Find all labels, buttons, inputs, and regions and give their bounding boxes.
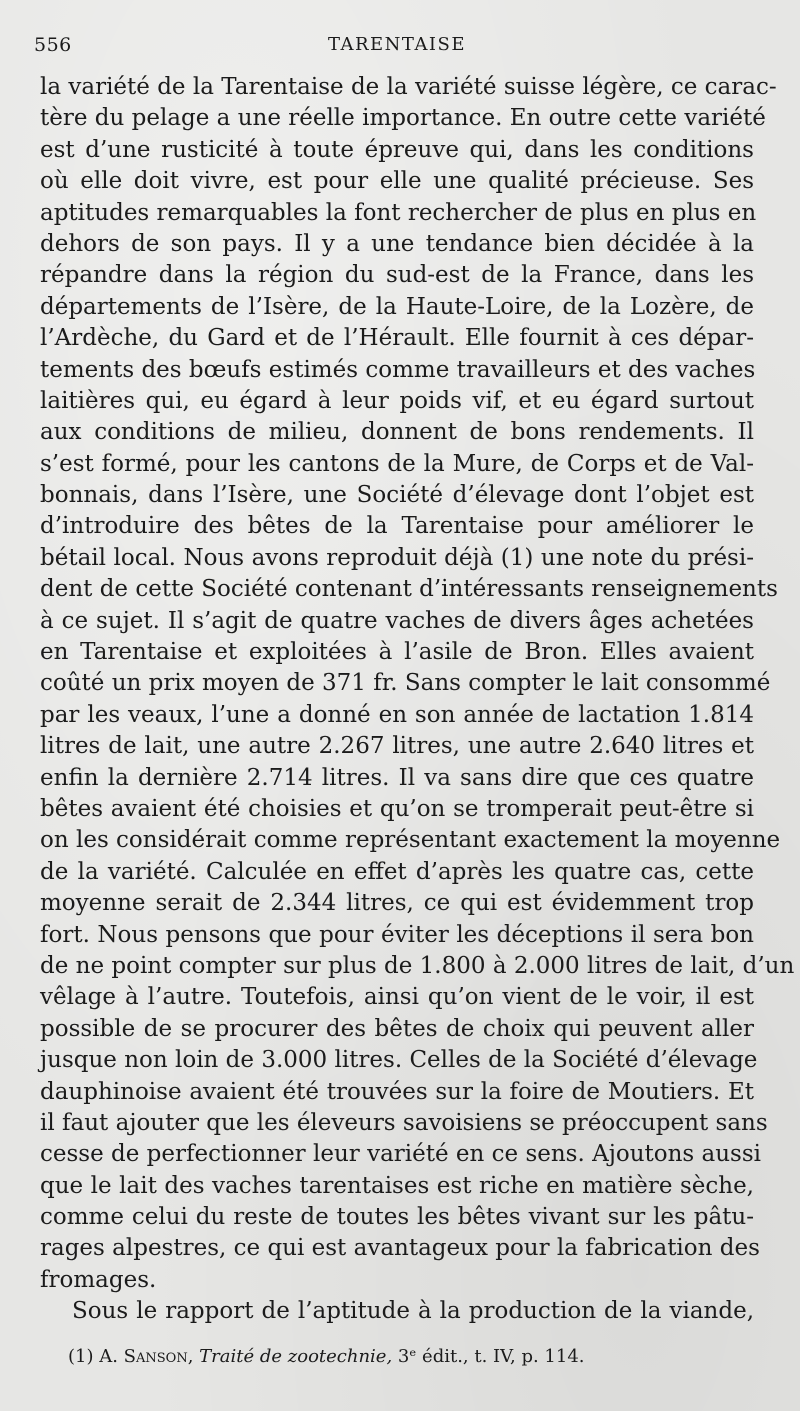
- text-line: la variété de la Tarentaise de la variété suisse légère, ce carac-: [40, 74, 777, 100]
- text-line: possible de se procurer des bêtes de choix qui peuvent aller: [40, 1015, 754, 1042]
- footnote-marker: (1): [68, 1346, 100, 1367]
- text-line: par les veaux, l’une a donné en son année de lactation 1.814: [40, 701, 754, 728]
- body-text: [40, 72, 795, 1328]
- text-line: cesse de perfectionner leur variété en ce sens. Ajoutons aussi: [40, 1141, 762, 1168]
- text-line: à ce sujet. Il s’agit de quatre vaches de divers âges achetées: [40, 607, 754, 634]
- text-line: s’est formé, pour les cantons de la Mure, de Corps et de Val-: [40, 450, 754, 477]
- footnote: [68, 1346, 585, 1367]
- text-line: de ne point compter sur plus de 1.800 à 2.000 litres de lait, d’un: [40, 952, 795, 979]
- text-line: on les considérait comme représentant exactement la moyenne: [40, 827, 781, 854]
- text-line-paragraph-end: fromages.: [40, 1266, 157, 1293]
- text-line: moyenne serait de 2.344 litres, ce qui est évidemment trop: [40, 890, 754, 917]
- text-line: répandre dans la région du sud-est de la France, dans les: [40, 262, 754, 289]
- text-line: jusque non loin de 3.000 litres. Celles de la Société d’élevage: [40, 1047, 758, 1074]
- text-line: bétail local. Nous avons reproduit déjà (1) une note du prési-: [40, 544, 754, 571]
- text-line: en Tarentaise et exploitées à l’asile de Bron. Elles avaient: [40, 639, 754, 666]
- text-line: bonnais, dans l’Isère, une Société d’élevage dont l’objet est: [40, 482, 754, 509]
- text-line: fort. Nous pensons que pour éviter les déceptions il sera bon: [40, 921, 754, 948]
- footnote-author: A. Sanson,: [99, 1346, 200, 1367]
- text-line: litres de lait, une autre 2.267 litres, une autre 2.640 litres et: [40, 733, 754, 760]
- text-line: tements des bœufs estimés comme travailleurs et des vaches: [40, 356, 756, 383]
- text-line: l’Ardèche, du Gard et de l’Hérault. Elle fournit à ces dépar-: [40, 325, 754, 352]
- text-line: où elle doit vivre, est pour elle une qualité précieuse. Ses: [40, 168, 754, 195]
- text-line: aux conditions de milieu, donnent de bons rendements. Il: [40, 419, 754, 446]
- page-header: [34, 34, 760, 60]
- text-line: rages alpestres, ce qui est avantageux pour la fabrication des: [40, 1235, 760, 1262]
- footnote-reference: 3ᵉ édit., t. IV, p. 114.: [397, 1346, 585, 1367]
- text-line: dehors de son pays. Il y a une tendance bien décidée à la: [40, 230, 754, 257]
- text-line: il faut ajouter que les éleveurs savoisiens se préoccupent sans: [40, 1109, 768, 1136]
- text-line: est d’une rusticité à toute épreuve qui, dans les conditions: [40, 136, 754, 163]
- text-line: enfin la dernière 2.714 litres. Il va sans dire que ces quatre: [40, 764, 754, 791]
- running-title: TARENTAISE: [327, 34, 467, 55]
- text-line: bêtes avaient été choisies et qu’on se tromperait peut-être si: [40, 795, 754, 822]
- text-line: aptitudes remarquables la font rechercher de plus en plus en: [40, 199, 757, 226]
- text-line: tère du pelage a une réelle importance. En outre cette variété: [40, 105, 766, 132]
- text-line: vêlage à l’autre. Toutefois, ainsi qu’on vient de le voir, il est: [40, 984, 754, 1011]
- text-line: dent de cette Société contenant d’intéressants renseignements: [40, 576, 778, 603]
- footnote-work-title: Traité de zootechnie,: [199, 1346, 398, 1367]
- text-line: coûté un prix moyen de 371 fr. Sans compter le lait consommé: [40, 670, 771, 697]
- page-number: 556: [34, 34, 72, 56]
- text-line: dauphinoise avaient été trouvées sur la foire de Moutiers. Et: [40, 1078, 754, 1105]
- text-line: que le lait des vaches tarentaises est riche en matière sèche,: [40, 1172, 754, 1199]
- text-line: laitières qui, eu égard à leur poids vif, et eu égard surtout: [40, 387, 754, 414]
- text-line: de la variété. Calculée en effet d’après les quatre cas, cette: [40, 858, 754, 885]
- text-line: comme celui du reste de toutes les bêtes vivant sur les pâtu-: [40, 1204, 754, 1231]
- text-line: d’introduire des bêtes de la Tarentaise pour améliorer le: [40, 513, 754, 540]
- text-line: départements de l’Isère, de la Haute-Loire, de la Lozère, de: [40, 293, 754, 320]
- text-line-paragraph-start: Sous le rapport de l’aptitude à la production de la viande,: [72, 1298, 754, 1325]
